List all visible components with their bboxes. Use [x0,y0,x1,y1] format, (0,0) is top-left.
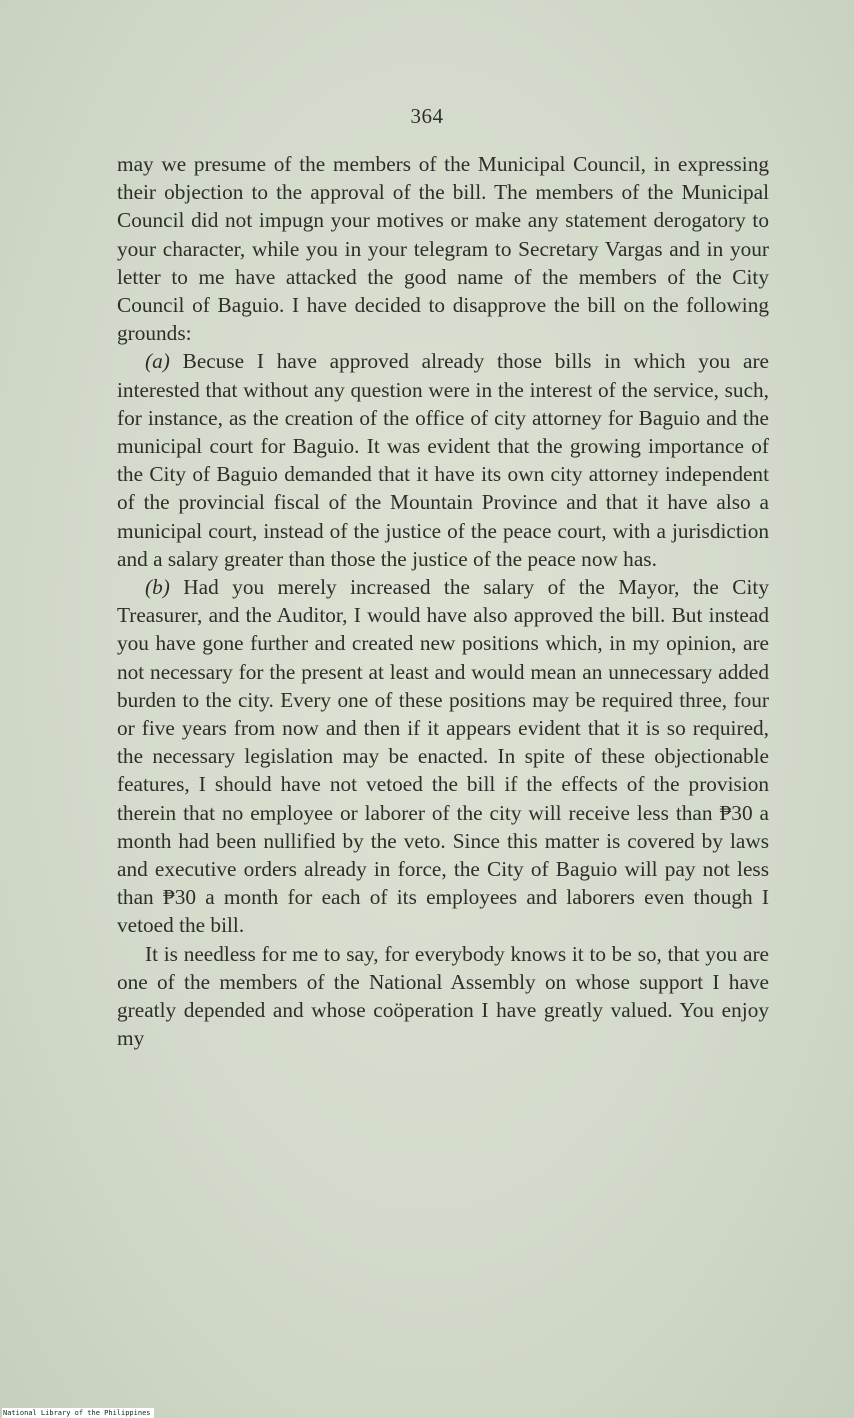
paragraph-closing [117,940,769,1053]
paragraph-text: Becuse I have approved already those bills in which you are interested that without any question were in the interest of the service, such, for instance, as the creation of the office of city attorney for Baguio and the municipal court for Baguio. It was evident that the growing importance of the City of Baguio demanded that it have its own city attorney independent of the provincial fiscal of the Mountain Province and that it have also a municipal court, instead of the justice of the peace court, with a jurisdiction and a salary greater than those the justice of the peace now has. [117,349,770,571]
library-credit: National Library of the Philippines [2,1408,154,1418]
page-number: 364 [410,104,444,128]
paragraph-text: Had you merely increased the salary of the Mayor, the City Treasurer, and the Auditor, I would have also approved the bill. But instead you have gone further and created new positions which, in my opinion, are not necessary for the present at least and would mean an unnecessary added burden to the city. Every one of these positions may be required three, four or five years from now and then if it appears evident that it is so required, the necessary legislation may be enacted. In spite of these objectionable features, I should have not vetoed the bill if the effects of the provision therein that no employee or laborer of the city will receive less than ₱30 a month had been nullified by the veto. Since this matter is covered by laws and executive orders already in force, the City of Baguio will pay not less than ₱30 a month for each of its employees and laborers even though I vetoed the bill. [117,575,769,938]
paragraph-ground-a [117,347,769,573]
paragraph-text: It is needless for me to say, for everybody knows it to be so, that you are one of the members of the National Assembly on whose support I have greatly depended and whose coöperation I have greatly valued. You enjoy my [117,941,769,1051]
paragraph-ground-b [117,573,769,940]
paragraph-text: may we presume of the members of the Municipal Council, in expressing their objection to the approval of the bill. The members of the Municipal Council did not impugn your motives or make any statement derogatory to your character, while you in your telegram to Secretary Vargas and in your letter to me have attacked the good name of the members of the City Council of Baguio. I have decided to disapprove the bill on the following grounds: [117,152,769,346]
list-marker: (a) [145,349,170,374]
paragraph-continuation [117,150,769,347]
letter-body [117,150,769,1053]
list-marker: (b) [145,575,170,600]
